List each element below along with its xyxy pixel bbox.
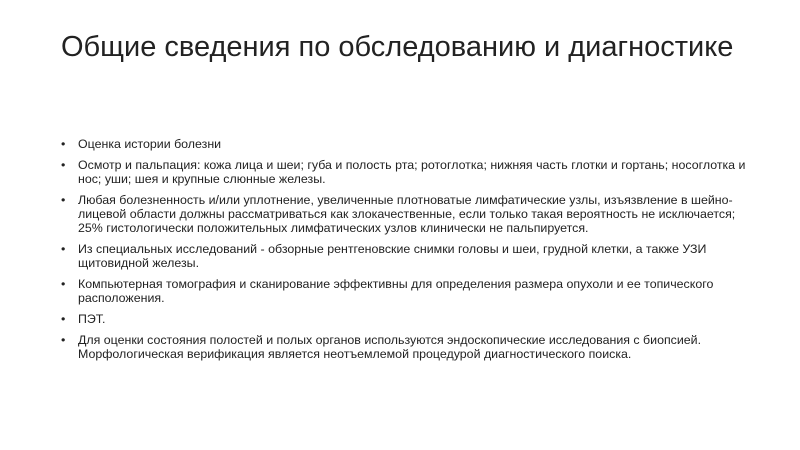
- bullet-marker: •: [61, 333, 66, 347]
- bullet-marker: •: [61, 137, 66, 151]
- list-item-text: Из специальных исследований - обзорные рентгеновские снимки головы и шеи, грудной клетки, а также УЗИ щитовидной железы.: [78, 242, 707, 270]
- list-item: [61, 158, 751, 186]
- list-item-text: Для оценки состояния полостей и полых органов используются эндоскопические исследования с биопсией. Морфологическая верификация является неотъемлемой процедурой диагностического поиска.: [78, 333, 702, 361]
- list-item: [61, 312, 751, 326]
- bullet-marker: •: [61, 158, 66, 172]
- list-item-text: Компьютерная томография и сканирование эффективны для определения размера опухоли и ее топического расположения.: [78, 277, 714, 305]
- slide-title: Общие сведения по обследованию и диагностике: [61, 31, 734, 63]
- list-item-text: Оценка истории болезни: [78, 137, 222, 151]
- list-item: [61, 193, 751, 235]
- list-item-text: Любая болезненность и/или уплотнение, увеличенные плотноватые лимфатические узлы, изъязвление в шейно-лицевой области должны рассматриваться как злокачественные, если только такая вероятность не исключается; 25% гистологически положительных лимфатических узлов клинически не пальпируется.: [78, 193, 736, 235]
- list-item-text: Осмотр и пальпация: кожа лица и шеи; губа и полость рта; ротоглотка; нижняя часть глотки и гортань; носоглотка и нос; уши; шея и крупные слюнные железы.: [78, 158, 746, 186]
- bullet-marker: •: [61, 193, 66, 207]
- list-item: [61, 242, 751, 270]
- bullet-marker: •: [61, 312, 66, 326]
- bullet-marker: •: [61, 242, 66, 256]
- list-item-text: ПЭТ.: [78, 312, 106, 326]
- list-item: [61, 277, 751, 305]
- bullet-marker: •: [61, 277, 66, 291]
- list-item: [61, 333, 751, 361]
- list-item: [61, 137, 751, 151]
- bullet-list: [61, 137, 751, 368]
